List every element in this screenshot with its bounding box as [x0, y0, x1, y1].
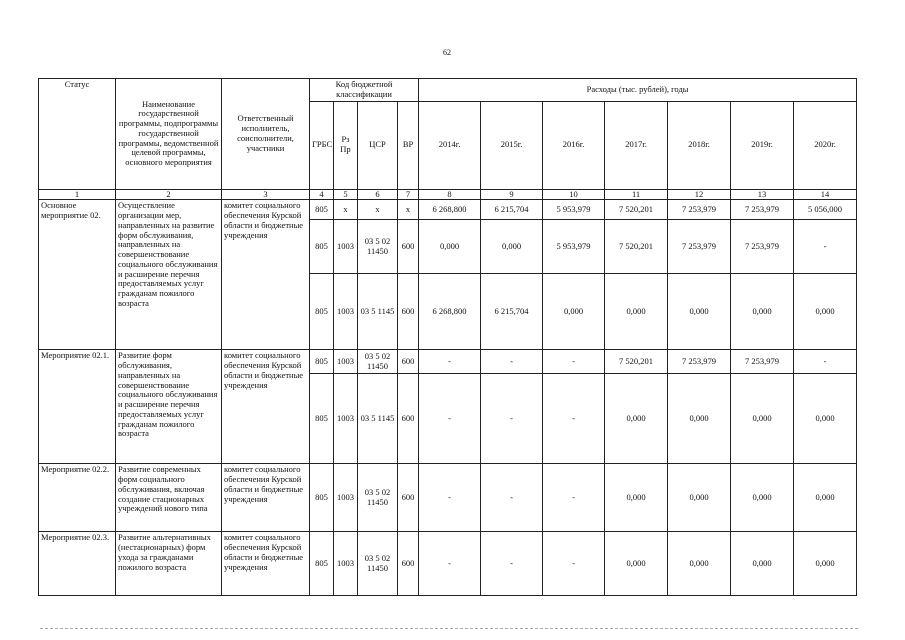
header-csr: ЦСР [358, 101, 398, 189]
grbs-cell: 805 [310, 374, 334, 464]
value-cell: - [543, 464, 605, 532]
table-row [39, 532, 857, 596]
value-cell: - [419, 374, 481, 464]
value-cell: - [543, 532, 605, 596]
grbs-cell: 805 [310, 220, 334, 274]
grbs-cell: 805 [310, 350, 334, 374]
column-number: 3 [222, 189, 310, 200]
vr-cell: 600 [398, 220, 419, 274]
value-cell: 0,000 [731, 464, 794, 532]
rzpr-cell: 1003 [334, 532, 358, 596]
value-cell: - [419, 532, 481, 596]
rzpr-cell: 1003 [334, 350, 358, 374]
table-row [39, 200, 857, 220]
column-number-row [39, 189, 857, 200]
header-year: 2016г. [543, 101, 605, 189]
header-year: 2020г. [794, 101, 857, 189]
csr-cell: 03 5 02 11450 [358, 464, 398, 532]
header-name: Наименование государственной программы, подпрограммы государственной программы, ведомственной целевой программы, основного мероприятия [116, 79, 222, 190]
value-cell: - [794, 220, 857, 274]
value-cell: 7 253,979 [668, 350, 731, 374]
csr-cell: 03 5 02 11450 [358, 350, 398, 374]
table-row [39, 350, 857, 374]
header-year: 2014г. [419, 101, 481, 189]
name-cell: Развитие современных форм социального обслуживания, включая создание стационарных учреждений нового типа [116, 464, 222, 532]
value-cell: 0,000 [668, 464, 731, 532]
header-year: 2019г. [731, 101, 794, 189]
header-code-group: Код бюджетной классификации [310, 79, 419, 102]
header-row-top [39, 79, 857, 102]
grbs-cell: 805 [310, 200, 334, 220]
value-cell: - [481, 532, 543, 596]
value-cell: 0,000 [481, 220, 543, 274]
value-cell: - [419, 350, 481, 374]
value-cell: 0,000 [731, 374, 794, 464]
value-cell: - [543, 374, 605, 464]
header-expenses-group: Расходы (тыс. рублей), годы [419, 79, 857, 102]
rzpr-cell: x [334, 200, 358, 220]
vr-cell: 600 [398, 274, 419, 350]
status-cell: Мероприятие 02.3. [39, 532, 116, 596]
value-cell: 6 268,800 [419, 200, 481, 220]
value-cell: 7 253,979 [731, 220, 794, 274]
page-number: 62 [443, 48, 451, 57]
value-cell: 0,000 [794, 274, 857, 350]
responsible-cell: комитет социального обеспечения Курской области и бюджетные учреждения [222, 532, 310, 596]
value-cell: 7 253,979 [731, 350, 794, 374]
header-year: 2017г. [605, 101, 668, 189]
responsible-cell: комитет социального обеспечения Курской области и бюджетные учреждения [222, 350, 310, 464]
value-cell: 0,000 [794, 374, 857, 464]
grbs-cell: 805 [310, 532, 334, 596]
csr-cell: 03 5 02 11450 [358, 220, 398, 274]
budget-table [38, 78, 857, 596]
value-cell: 0,000 [605, 532, 668, 596]
rzpr-cell: 1003 [334, 274, 358, 350]
column-number: 4 [310, 189, 334, 200]
value-cell: - [543, 350, 605, 374]
vr-cell: x [398, 200, 419, 220]
rzpr-cell: 1003 [334, 220, 358, 274]
value-cell: 0,000 [668, 374, 731, 464]
column-number: 13 [731, 189, 794, 200]
value-cell: 6 215,704 [481, 274, 543, 350]
value-cell: 0,000 [543, 274, 605, 350]
column-number: 8 [419, 189, 481, 200]
table-row [39, 464, 857, 532]
header-grbs: ГРБС [310, 101, 334, 189]
column-number: 12 [668, 189, 731, 200]
header-year: 2018г. [668, 101, 731, 189]
vr-cell: 600 [398, 532, 419, 596]
rzpr-cell: 1003 [334, 374, 358, 464]
value-cell: 7 253,979 [668, 200, 731, 220]
responsible-cell: комитет социального обеспечения Курской области и бюджетные учреждения [222, 464, 310, 532]
value-cell: 0,000 [794, 464, 857, 532]
value-cell: 0,000 [605, 374, 668, 464]
value-cell: 6 268,800 [419, 274, 481, 350]
column-number: 1 [39, 189, 116, 200]
column-number: 11 [605, 189, 668, 200]
csr-cell: 03 5 02 11450 [358, 532, 398, 596]
value-cell: 7 520,201 [605, 200, 668, 220]
csr-cell: x [358, 200, 398, 220]
value-cell: 0,000 [605, 274, 668, 350]
name-cell: Развитие форм обслуживания, направленных на совершенствование социального обслуживания и расширение перечня предоставляемых услуг гражданам пожилого возраста [116, 350, 222, 464]
value-cell: 7 520,201 [605, 350, 668, 374]
value-cell: - [794, 350, 857, 374]
column-number: 14 [794, 189, 857, 200]
value-cell: 6 215,704 [481, 200, 543, 220]
value-cell: 5 953,979 [543, 220, 605, 274]
value-cell: - [419, 464, 481, 532]
status-cell: Мероприятие 02.2. [39, 464, 116, 532]
value-cell: 7 520,201 [605, 220, 668, 274]
header-rzpr: Рз Пр [334, 101, 358, 189]
value-cell: 0,000 [794, 532, 857, 596]
column-number: 2 [116, 189, 222, 200]
value-cell: 0,000 [731, 274, 794, 350]
grbs-cell: 805 [310, 464, 334, 532]
column-number: 5 [334, 189, 358, 200]
value-cell: 0,000 [605, 464, 668, 532]
value-cell: 5 056,000 [794, 200, 857, 220]
column-number: 6 [358, 189, 398, 200]
value-cell: 7 253,979 [731, 200, 794, 220]
csr-cell: 03 5 1145 [358, 374, 398, 464]
vr-cell: 600 [398, 350, 419, 374]
column-number: 10 [543, 189, 605, 200]
status-cell: Мероприятие 02.1. [39, 350, 116, 464]
csr-cell: 03 5 1145 [358, 274, 398, 350]
value-cell: 0,000 [419, 220, 481, 274]
header-year: 2015г. [481, 101, 543, 189]
rzpr-cell: 1003 [334, 464, 358, 532]
vr-cell: 600 [398, 374, 419, 464]
value-cell: 5 953,979 [543, 200, 605, 220]
value-cell: 0,000 [668, 274, 731, 350]
header-vr: ВР [398, 101, 419, 189]
value-cell: - [481, 464, 543, 532]
header-responsible: Ответственный исполнитель, соисполнители, участники [222, 79, 310, 190]
header-status: Статус [39, 79, 116, 190]
page-bottom-rule [40, 628, 858, 629]
value-cell: 0,000 [731, 532, 794, 596]
value-cell: - [481, 350, 543, 374]
column-number: 7 [398, 189, 419, 200]
value-cell: - [481, 374, 543, 464]
responsible-cell: комитет социального обеспечения Курской области и бюджетные учреждения [222, 200, 310, 350]
grbs-cell: 805 [310, 274, 334, 350]
name-cell: Развитие альтернативных (нестационарных) форм ухода за гражданами пожилого возраста [116, 532, 222, 596]
name-cell: Осуществление организации мер, направленных на развитие форм обслуживания, направленных на совершенствование социального обслуживания и расширение перечня предоставляемых услуг гражданам пожилого возраста [116, 200, 222, 350]
vr-cell: 600 [398, 464, 419, 532]
column-number: 9 [481, 189, 543, 200]
status-cell: Основное мероприятие 02. [39, 200, 116, 350]
value-cell: 0,000 [668, 532, 731, 596]
value-cell: 7 253,979 [668, 220, 731, 274]
